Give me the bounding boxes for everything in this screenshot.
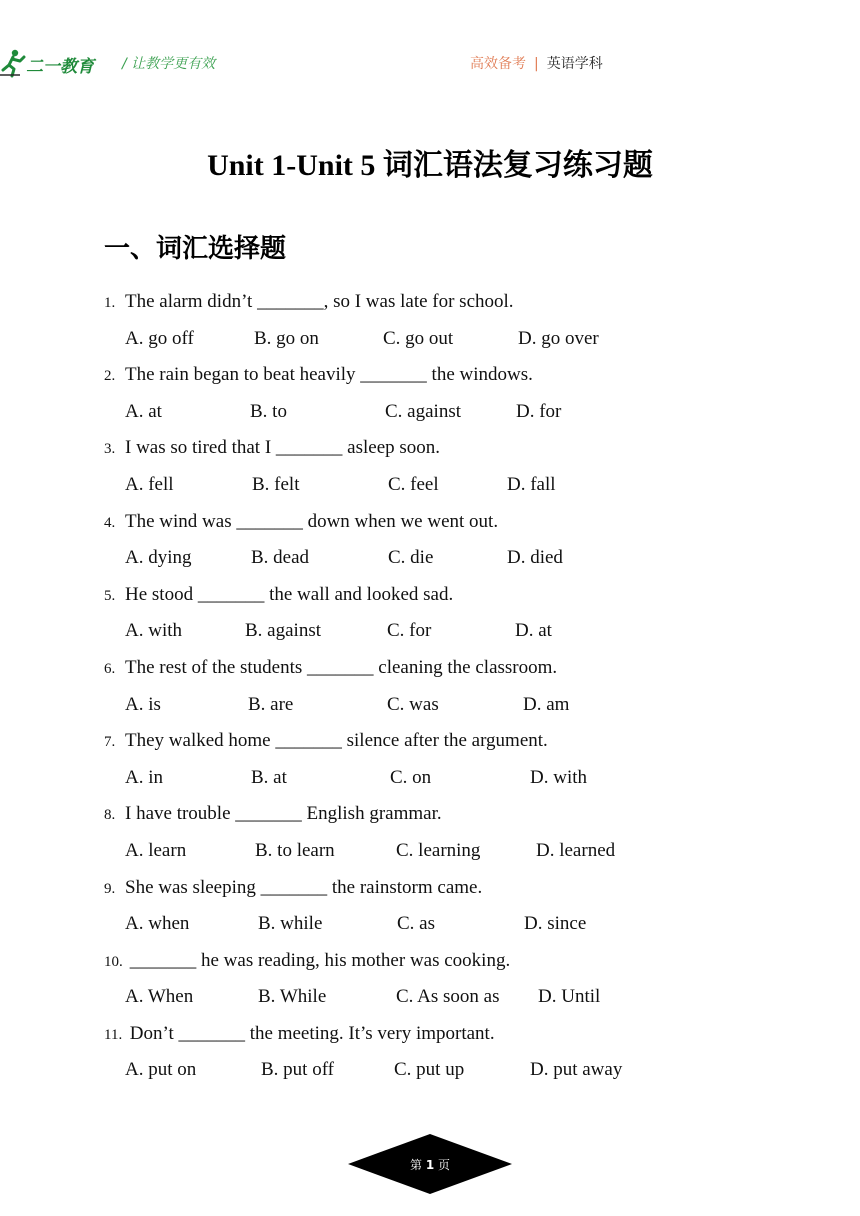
question-text: I was so tired that I _______ asleep soon. [125,437,441,459]
question-number: 4. [104,514,116,531]
option-row [104,473,804,510]
option-b: B. felt [252,473,300,495]
question-text: The alarm didn’t _______, so I was late for school. [125,291,514,312]
question-list [104,290,804,1095]
option-b: B. while [258,913,323,935]
question-stem [104,802,804,839]
option-b: B. are [248,693,294,715]
option-c: C. learning [396,839,481,861]
option-c: C. put up [394,1059,465,1081]
option-d: D. go over [518,327,599,349]
question-text: She was sleeping _______ the rainstorm came. [125,876,483,898]
question-number: 10. [104,953,123,970]
option-d: D. am [523,693,570,715]
option-d: D. for [516,400,562,422]
option-c: C. against [385,400,461,422]
page-title: Unit 1-Unit 5 词汇语法复习练习题 [207,149,653,182]
option-row [104,546,804,583]
question-number: 2. [104,368,116,385]
question-stem [104,583,804,620]
option-b: B. to learn [255,839,335,861]
option-row [104,400,804,437]
option-a: A. with [125,620,182,642]
option-a: A. is [125,693,161,715]
question-text: I have trouble _______ English grammar. [125,803,442,825]
header-subject-label: 英语学科 [546,56,603,72]
option-c: C. as [397,913,435,935]
header-separator: | [534,56,539,72]
question-stem [104,729,804,766]
question-number: 6. [104,660,116,677]
page-number-value: 1 [425,1158,435,1172]
option-row [104,985,804,1022]
option-b: B. to [250,400,287,422]
option-d: D. at [515,620,552,642]
question-stem [104,876,804,913]
page-prefix: 第 [409,1158,422,1172]
page-number-badge [348,1134,512,1194]
question-stem [104,949,804,986]
question-number: 7. [104,734,116,751]
option-c: C. on [390,766,432,788]
option-b: B. go on [254,327,319,349]
option-b: B. at [251,766,287,788]
option-row [104,1058,804,1095]
question-number: 9. [104,880,116,897]
option-d: D. with [530,766,587,788]
option-d: D. died [507,547,563,569]
question-text: The wind was _______ down when we went out. [125,510,499,532]
option-d: D. since [524,913,587,935]
question-stem [104,363,804,400]
question-text: He stood _______ the wall and looked sad. [125,583,454,605]
question-text: The rain began to beat heavily _______ the windows. [125,364,533,386]
option-c: C. feel [388,473,439,495]
option-c: C. die [388,547,434,569]
slogan: / 让教学更有效 [122,56,216,72]
option-d: D. learned [536,839,616,861]
page-number [348,1156,512,1173]
option-d: D. put away [530,1059,623,1081]
question-text: _______ he was reading, his mother was cooking. [125,949,511,971]
option-b: B. put off [261,1059,335,1081]
header-subject [470,53,603,73]
logo-text: 二一教育 [26,57,94,77]
question-number: 5. [104,587,116,604]
option-a: A. at [125,400,162,422]
option-c: C. was [387,693,439,715]
option-a: A. When [125,986,194,1008]
question-number: 1. [104,295,116,311]
question-number: 3. [104,441,116,458]
option-a: A. in [125,766,163,788]
option-c: C. for [387,620,432,642]
page-suffix: 页 [438,1158,451,1172]
option-d: D. Until [538,986,601,1008]
question-number: 11. [104,1026,123,1043]
option-row [104,693,804,730]
option-b: B. dead [251,547,310,569]
question-stem [104,510,804,547]
question-stem [104,656,804,693]
question-text: They walked home _______ silence after the argument. [125,730,548,752]
option-a: A. when [125,913,190,935]
question-stem [104,436,804,473]
runner-icon [0,48,26,78]
question-number: 8. [104,807,116,824]
option-row [104,766,804,803]
header-tagline: 高效备考 [470,56,526,72]
option-a: A. go off [125,327,194,349]
question-stem [104,290,804,327]
option-b: B. against [245,620,321,642]
option-row [104,912,804,949]
option-c: C. As soon as [396,986,500,1008]
option-a: A. dying [125,547,192,569]
option-row [104,327,804,364]
option-row [104,839,804,876]
option-c: C. go out [383,327,454,349]
option-b: B. While [258,986,327,1008]
option-d: D. fall [507,473,556,495]
question-text: The rest of the students _______ cleaning the classroom. [125,656,558,678]
option-a: A. fell [125,473,174,495]
option-a: A. learn [125,839,187,861]
question-text: Don’t _______ the meeting. It’s very important. [125,1022,495,1044]
page-header [0,44,860,80]
logo [0,46,100,80]
option-row [104,619,804,656]
section-title: 一、词汇选择题 [104,234,287,264]
option-a: A. put on [125,1059,197,1081]
question-stem [104,1022,804,1059]
